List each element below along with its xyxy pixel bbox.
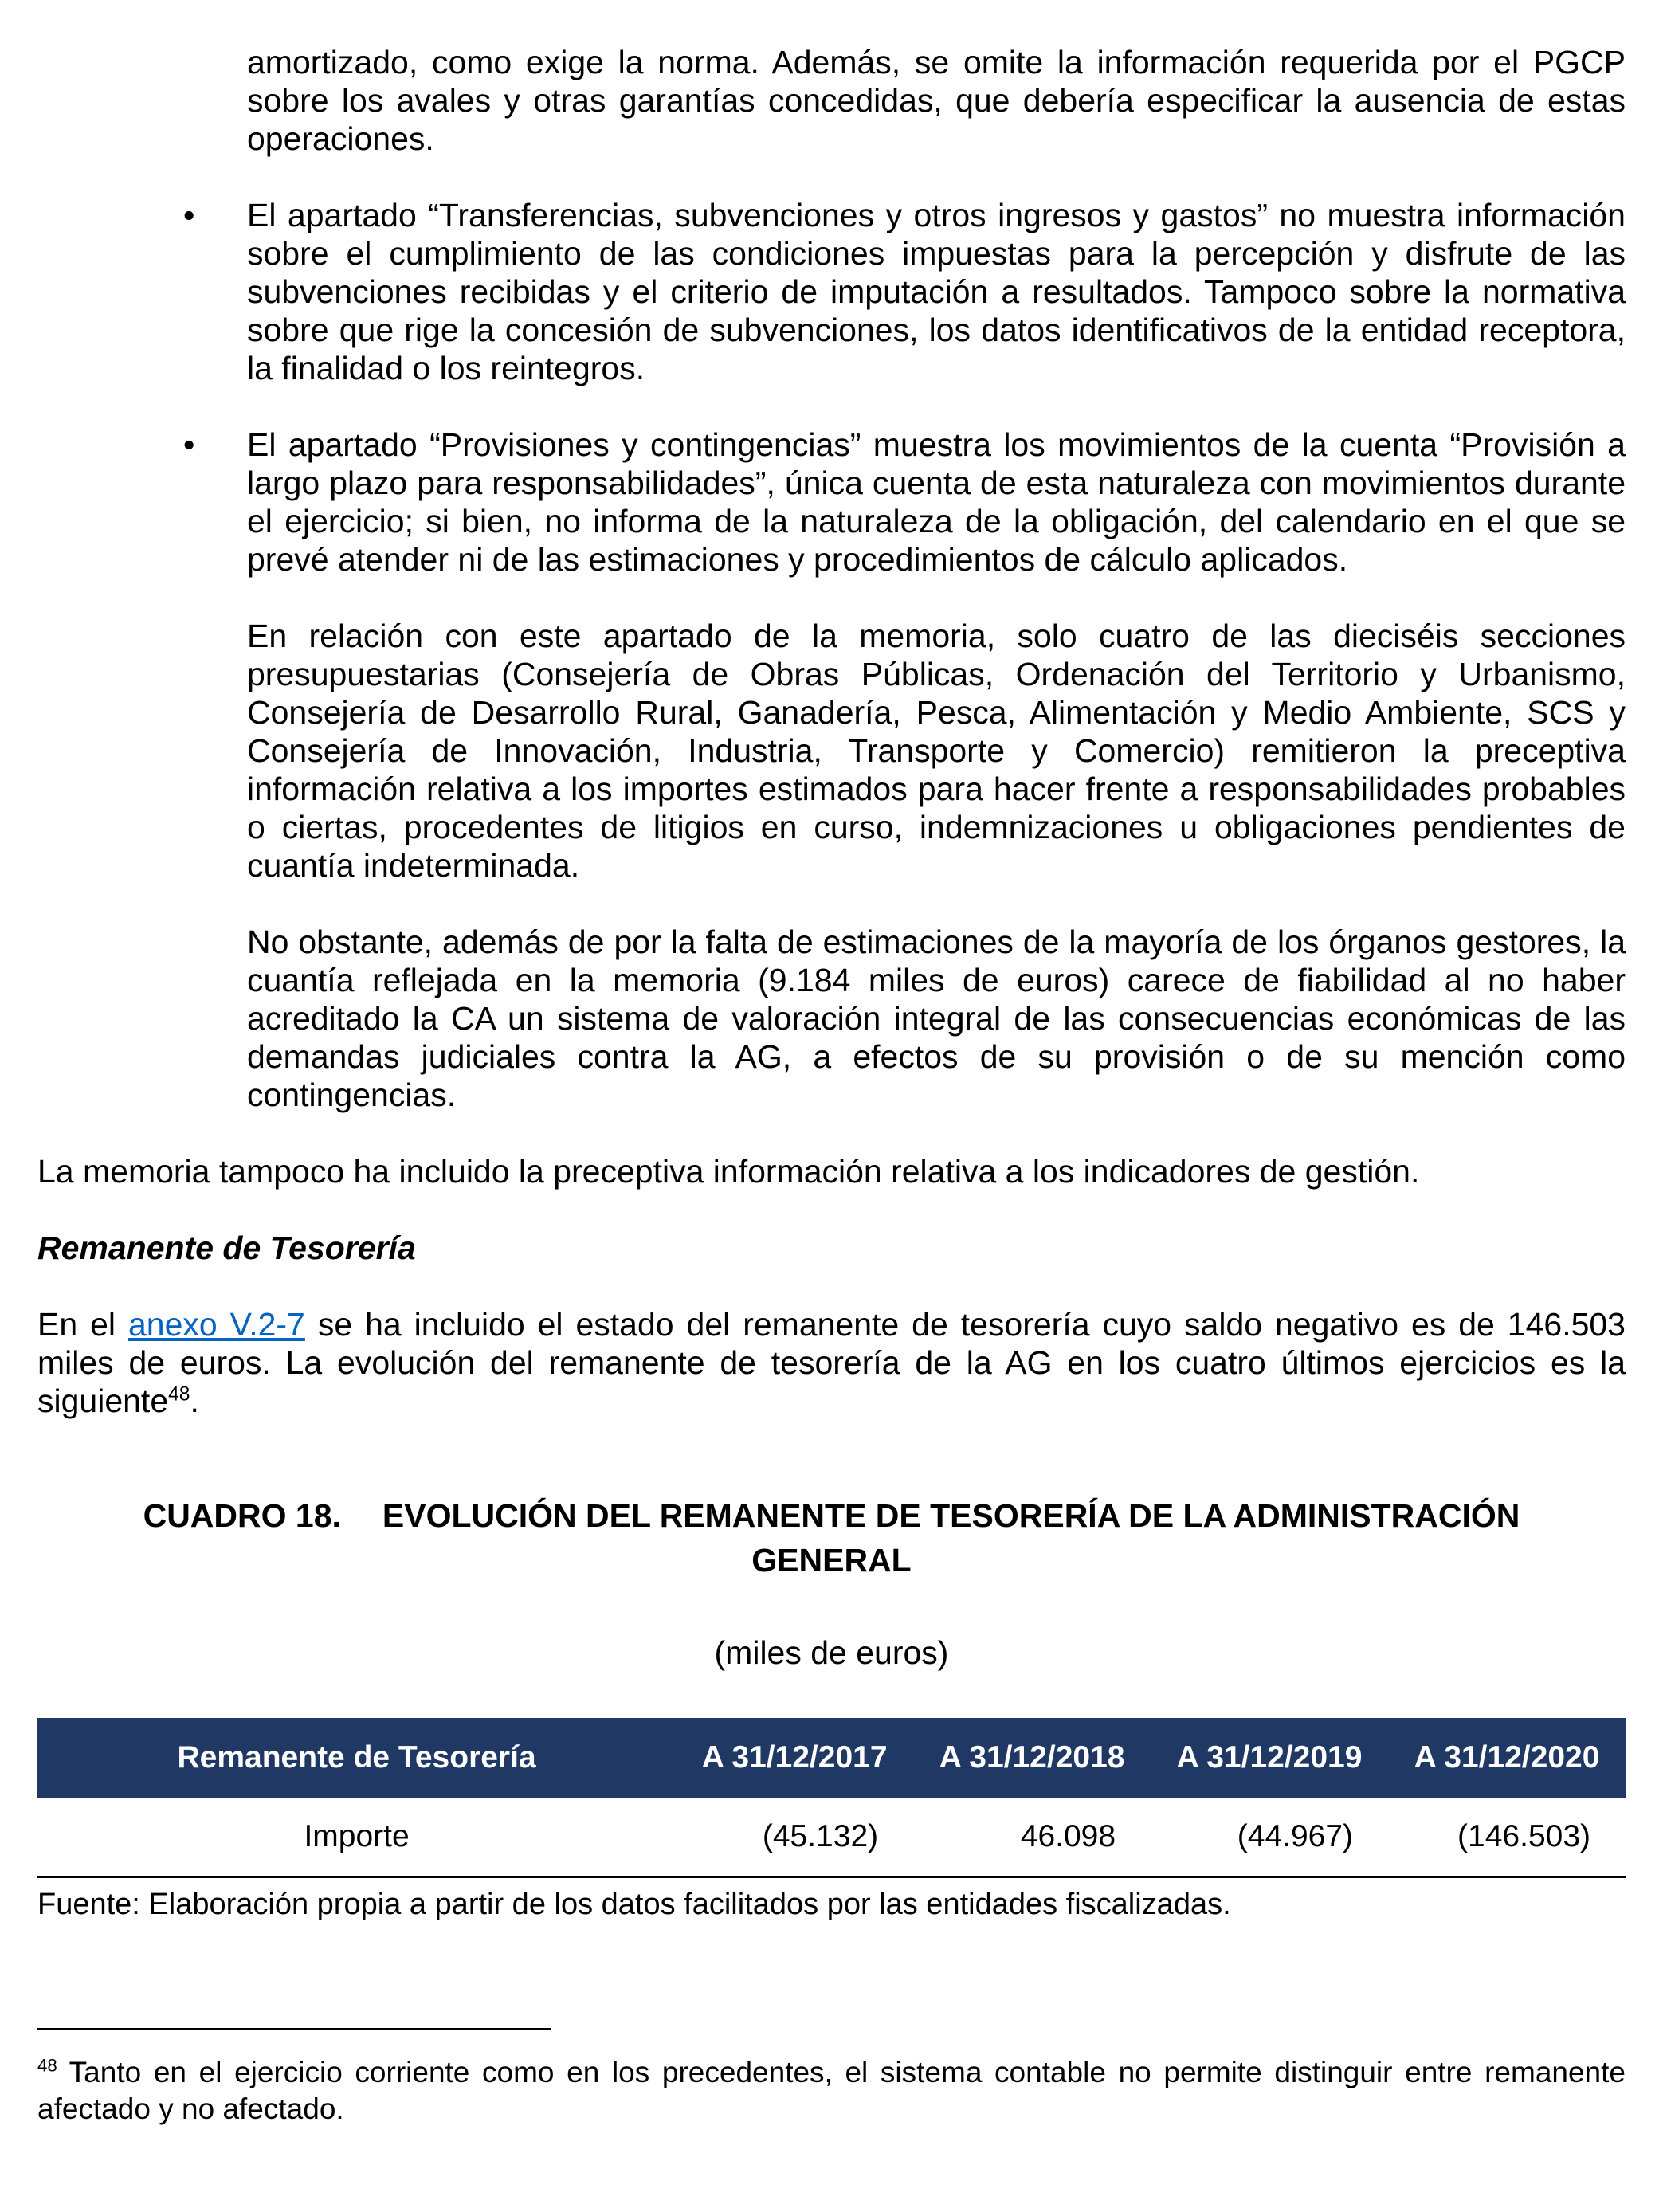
table-row-importe (37, 1798, 1626, 1877)
bullet-item-transferencias (37, 196, 1626, 387)
footnote-separator (37, 2028, 551, 2030)
paragraph-relacion: En relación con este apartado de la memoria, solo cuatro de las dieciséis secciones presupuestarias (Consejería de Obras Públicas, Ordenación del Territorio y Urbanismo, Consejería de Desarrollo Rural, Ganadería, Pesca, Alimentación y Medio Ambiente, SCS y Consejería de Innovación, Industria, Transporte y Comercio) remitieron la preceptiva información relativa a los importes estimados para hacer frente a responsabilidades probables o ciertas, procedentes de litigios en curso, indemnizaciones u obligaciones pendientes de cuantía indeterminada. (247, 618, 1626, 884)
table-cell-2018: 46.098 (1020, 1819, 1116, 1853)
table-caption-label: CUADRO 18. (143, 1497, 341, 1534)
anexo-text-end: . (190, 1382, 199, 1419)
bullet-item-provisiones (37, 426, 1626, 578)
table-header-row (37, 1718, 1626, 1798)
paragraph-anexo (37, 1305, 1626, 1420)
table-header-2018: A 31/12/2018 (913, 1718, 1151, 1798)
remanente-table (37, 1718, 1626, 1878)
table-caption-title: EVOLUCIÓN DEL REMANENTE DE TESORERÍA DE LA ADMINISTRACIÓN GENERAL (382, 1497, 1520, 1579)
footnote-block (37, 2028, 1626, 2128)
table-caption (85, 1493, 1578, 1583)
footnote-48 (37, 2054, 1626, 2128)
anexo-text-before: En el (37, 1306, 128, 1343)
bullet-text-transferencias: El apartado “Transferencias, subvenciones y otros ingresos y gastos” no muestra información sobre el cumplimiento de las condiciones impuestas para la percepción y disfrute de las subvenciones recibidas y el criterio de imputación a resultados. Tampoco sobre la normativa sobre que rige la concesión de subvenciones, los datos identificativos de la entidad receptora, la finalidad o los reintegros. (247, 197, 1626, 386)
paragraph-no-obstante: No obstante, además de por la falta de estimaciones de la mayoría de los órganos gestores, la cuantía reflejada en la memoria (9.184 miles de euros) carece de fiabilidad al no haber acreditado la CA un sistema de valoración integral de las consecuencias económicas de las demandas judiciales contra la AG, a efectos de su provisión o de su mención como contingencias. (247, 924, 1626, 1113)
table-cell-2020: (146.503) (1457, 1819, 1590, 1853)
bullet-text-provisiones: El apartado “Provisiones y contingencias” muestra los movimientos de la cuenta “Provisión a largo plazo para responsabilidades”, única cuenta de esta naturaleza con movimientos durante el ejercicio; si bien, no informa de la naturaleza de la obligación, del calendario en el que se prevé atender ni de las estimaciones y procedimientos de cálculo aplicados. (247, 426, 1626, 578)
table-header-2017: A 31/12/2017 (676, 1718, 913, 1798)
paragraph-intro: amortizado, como exige la norma. Además, se omite la información requerida por el PGCP sobre los avales y otras garantías concedidas, que debería especificar la ausencia de estas operaciones. (247, 44, 1626, 157)
table-unit-note: (miles de euros) (714, 1634, 949, 1671)
footnote-reference: 48 (168, 1383, 190, 1406)
footnote-text-content: Tanto en el ejercicio corriente como en los precedentes, el sistema contable no permite distinguir entre remanente afectado y no afectado. (37, 2056, 1626, 2125)
table-header-2020: A 31/12/2020 (1388, 1718, 1626, 1798)
section-heading-remanente: Remanente de Tesorería (37, 1230, 416, 1266)
paragraph-memoria: La memoria tampoco ha incluido la preceptiva información relativa a los indicadores de gestión. (37, 1153, 1420, 1190)
table-header-concept: Remanente de Tesorería (37, 1718, 676, 1798)
anexo-link[interactable]: anexo V.2-7 (127, 1306, 305, 1343)
table-source-note: Fuente: Elaboración propia a partir de los datos facilitados por las entidades fiscalizadas. (37, 1888, 1231, 1921)
bullet-icon: • (183, 426, 195, 463)
table-cell-2017: (45.132) (762, 1819, 879, 1853)
table-header-2019: A 31/12/2019 (1151, 1718, 1388, 1798)
footnote-number: 48 (37, 2055, 57, 2076)
table-cell-2019: (44.967) (1237, 1819, 1354, 1853)
anexo-text-after: se ha incluido el estado del remanente de tesorería cuyo saldo negativo es de 146.503 miles de euros. La evolución del remanente de tesorería de la AG en los cuatro últimos ejercicios es la siguiente (37, 1306, 1626, 1419)
bullet-icon: • (183, 197, 195, 233)
table-cell-label: Importe (304, 1819, 410, 1853)
